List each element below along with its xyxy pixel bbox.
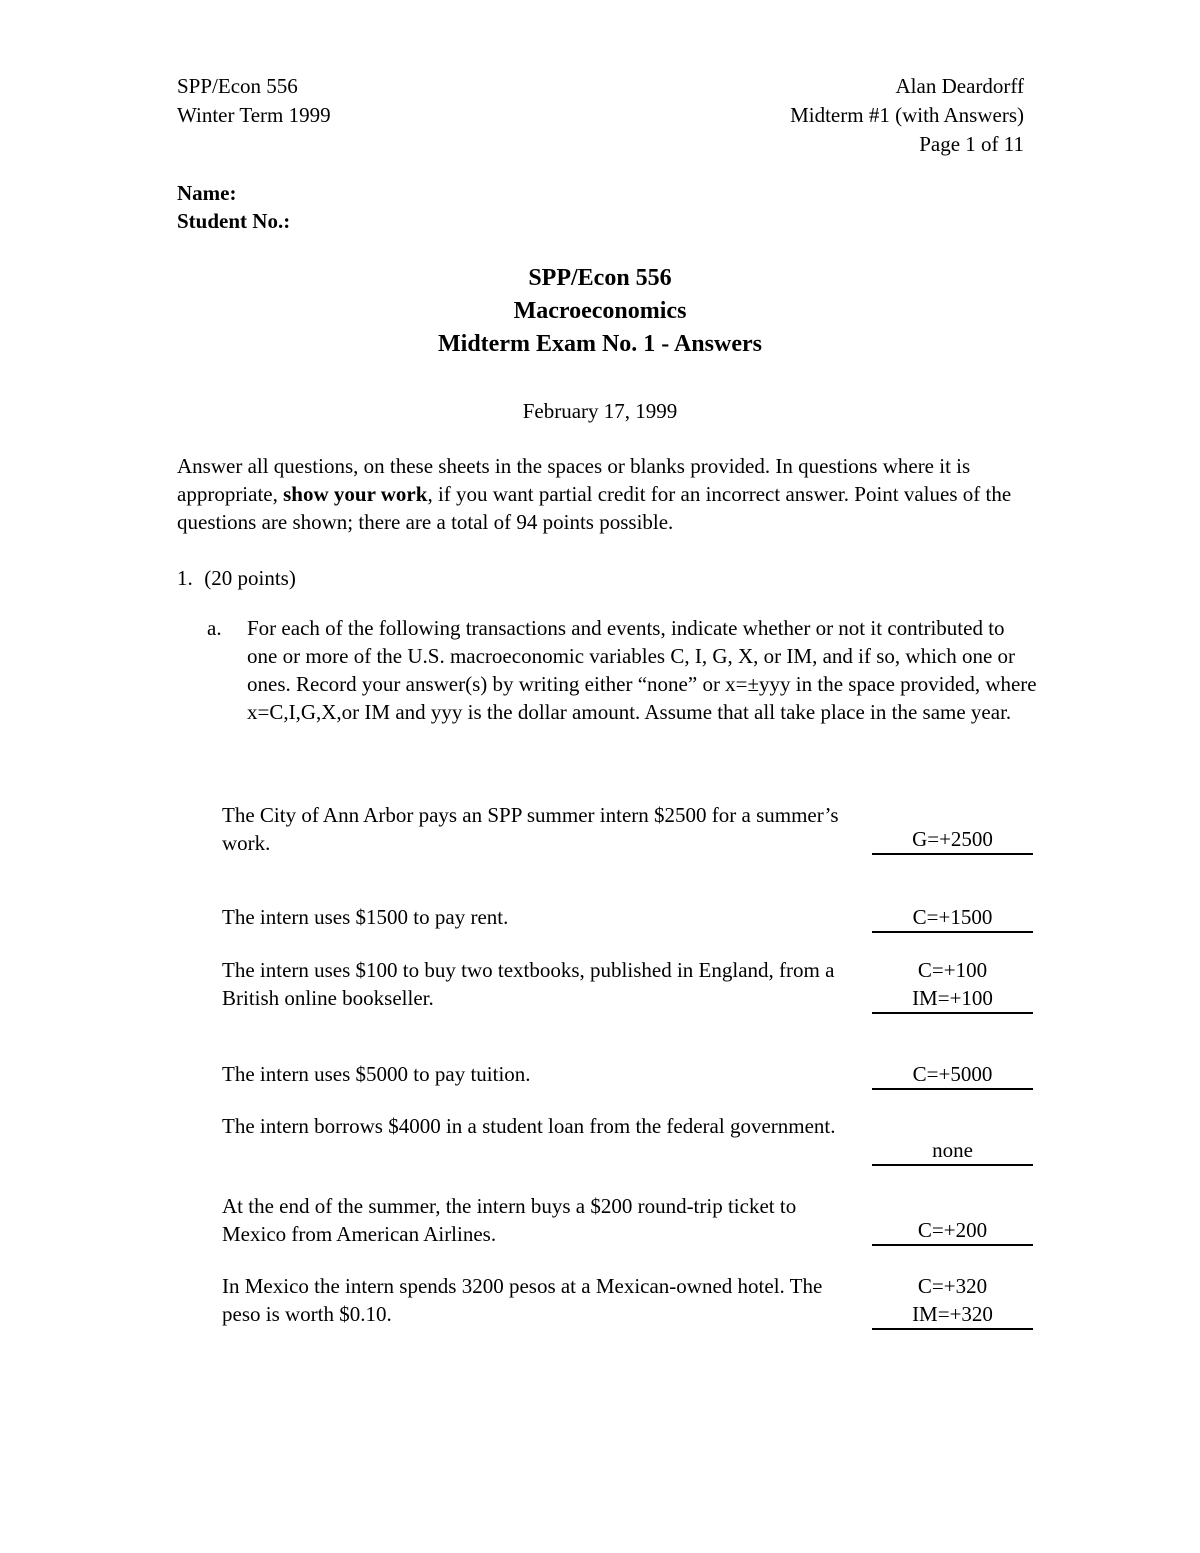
row-3-answer[interactable] xyxy=(872,956,1033,1014)
row-1-text: The City of Ann Arbor pays an SPP summer intern $2500 for a summer’s work. xyxy=(222,803,839,855)
student-fields xyxy=(177,179,290,235)
header-left xyxy=(177,72,577,130)
question-number: 1. xyxy=(177,566,193,590)
question-points: (20 points) xyxy=(204,566,296,590)
answer-value: C=+320 xyxy=(917,1274,988,1298)
term: Winter Term 1999 xyxy=(177,103,331,127)
row-2-answer[interactable] xyxy=(872,903,1033,933)
row-7-answer[interactable] xyxy=(872,1272,1033,1330)
row-5-answer[interactable] xyxy=(872,1136,1033,1166)
name-label: Name: xyxy=(177,181,237,205)
question-1-heading xyxy=(177,564,296,592)
student-no-label: Student No.: xyxy=(177,209,291,233)
instructions-part-2: , if you want partial credit for an incorrect answer. Point values of the questions are shown; there are a total of 94 points possible. xyxy=(177,482,1012,534)
row-1-answer[interactable] xyxy=(872,825,1033,855)
author: Alan Deardorff xyxy=(895,74,1024,98)
row-6-answer[interactable] xyxy=(872,1216,1033,1246)
page-number: Page 1 of 11 xyxy=(919,132,1024,156)
header-right xyxy=(660,72,1024,159)
part-a-text: For each of the following transactions and events, indicate whether or not it contributed to one or more of the U.S. macroeconomic variables C, I, G, X, or IM, and if so, which one or ones. Record your answer(s) by writing either “none” or x=±yyy in the space provided, where x=C,I,G,X,or IM and yyy is the dollar amount. Assume that all take place in the same year. xyxy=(247,616,1037,724)
question-1a xyxy=(207,614,1037,726)
answer-value: C=+5000 xyxy=(912,1062,993,1086)
instructions-part-1: Answer all questions, on these sheets in the spaces or blanks provided. In questions where it is appropriate, xyxy=(177,454,971,506)
row-7-text: In Mexico the intern spends 3200 pesos at a Mexican-owned hotel. The peso is worth $0.10. xyxy=(222,1274,823,1326)
answer-value: IM=+320 xyxy=(912,1302,993,1326)
answer-value: none xyxy=(932,1138,973,1162)
answer-value: C=+1500 xyxy=(912,905,993,929)
title-line-1: SPP/Econ 556 xyxy=(528,265,672,291)
answer-value: C=+100 xyxy=(917,958,988,982)
instructions xyxy=(177,452,1037,536)
answer-value: G=+2500 xyxy=(912,827,993,851)
exam-date: February 17, 1999 xyxy=(522,399,678,423)
row-2-text: The intern uses $1500 to pay rent. xyxy=(222,905,509,929)
answer-value: C=+200 xyxy=(917,1218,988,1242)
answer-value: IM=+100 xyxy=(912,986,993,1010)
doc-label: Midterm #1 (with Answers) xyxy=(790,103,1024,127)
course-code: SPP/Econ 556 xyxy=(177,74,298,98)
row-5-text: The intern borrows $4000 in a student loan from the federal government. xyxy=(222,1114,836,1138)
row-4-answer[interactable] xyxy=(872,1060,1033,1090)
part-letter: a. xyxy=(207,616,222,640)
title-line-3: Midterm Exam No. 1 - Answers xyxy=(438,331,762,357)
instructions-bold: show your work xyxy=(283,482,428,506)
row-6-text: At the end of the summer, the intern buys a $200 round-trip ticket to Mexico from American Airlines. xyxy=(222,1194,797,1246)
title-line-2: Macroeconomics xyxy=(513,298,687,324)
row-4-text: The intern uses $5000 to pay tuition. xyxy=(222,1062,531,1086)
exam-title xyxy=(0,262,1200,361)
row-3-text: The intern uses $100 to buy two textbooks, published in England, from a British online bookseller. xyxy=(222,958,835,1010)
